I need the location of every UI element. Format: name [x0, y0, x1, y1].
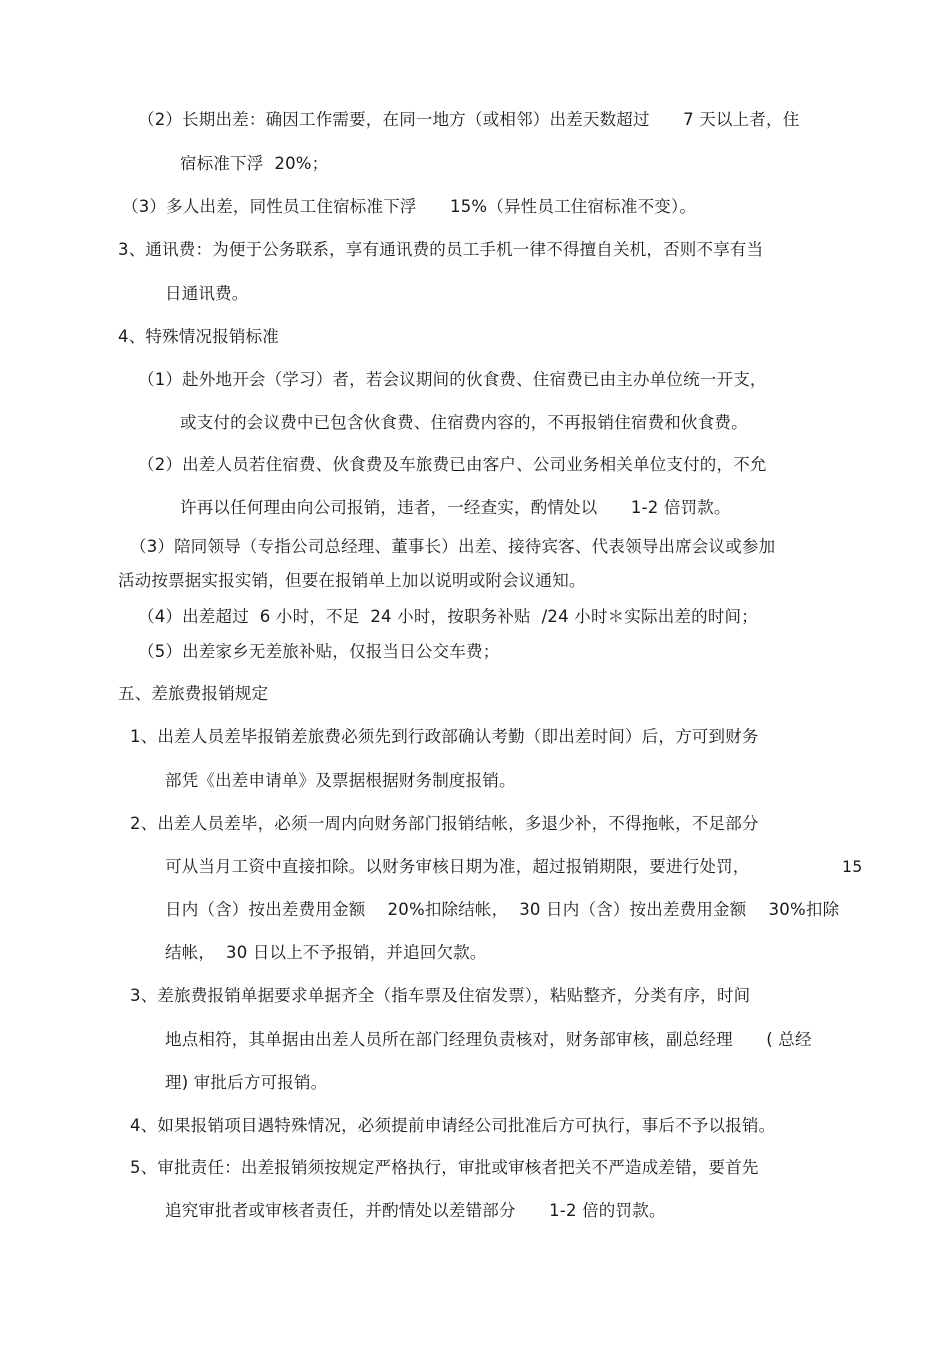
text-line: （3）多人出差，同性员工住宿标准下浮 15%（异性员工住宿标准不变）。	[122, 197, 697, 216]
text-line: （4）出差超过 6 小时，不足 24 小时，按职务补贴 /24 小时＊实际出差的时间；	[138, 607, 758, 626]
text-line: （2）长期出差：确因工作需要，在同一地方（或相邻）出差天数超过 7 天以上者，住	[138, 110, 800, 129]
text-line: 可从当月工资中直接扣除。以财务审核日期为准，超过报销期限，要进行处罚，	[165, 857, 750, 876]
text-line: 许再以任何理由向公司报销，违者，一经查实，酌情处以 1-2 倍罚款。	[180, 498, 731, 517]
text-line: （3）陪同领导（专指公司总经理、董事长）出差、接待宾客、代表领导出席会议或参加	[130, 537, 776, 556]
text-line: 追究审批者或审核者责任，并酌情处以差错部分 1-2 倍的罚款。	[165, 1201, 666, 1220]
text-line: 2、出差人员差毕，必须一周内向财务部门报销结帐，多退少补，不得拖帐，不足部分	[130, 814, 759, 833]
text-line: （2）出差人员若住宿费、伙食费及车旅费已由客户、公司业务相关单位支付的，不允	[138, 455, 767, 474]
text-line: 宿标准下浮 20%；	[180, 154, 329, 173]
text-line: 结帐， 30 日以上不予报销，并追回欠款。	[165, 943, 487, 962]
section-heading: 五、差旅费报销规定	[118, 684, 269, 703]
text-line: 或支付的会议费中已包含伙食费、住宿费内容的，不再报销住宿费和伙食费。	[180, 413, 748, 432]
text-line: 5、审批责任：出差报销须按规定严格执行，审批或审核者把关不严造成差错，要首先	[130, 1158, 759, 1177]
text-line: 日内（含）按出差费用金额 20%扣除结帐， 30 日内（含）按出差费用金额 30%扣除	[165, 900, 840, 919]
text-line: 3、通讯费：为便于公务联系，享有通讯费的员工手机一律不得擅自关机，否则不享有当	[118, 240, 764, 259]
text-line: 4、如果报销项目遇特殊情况，必须提前申请经公司批准后方可执行，事后不予以报销。	[130, 1116, 776, 1135]
text-line: 日通讯费。	[165, 284, 249, 303]
text-line: 部凭《出差申请单》及票据根据财务制度报销。	[165, 771, 516, 790]
text-line: 1、出差人员差毕报销差旅费必须先到行政部确认考勤（即出差时间）后，方可到财务	[130, 727, 759, 746]
section-heading: 4、特殊情况报销标准	[118, 327, 279, 346]
text-line: 活动按票据实报实销，但要在报销单上加以说明或附会议通知。	[118, 571, 586, 590]
text-line: （1）赴外地开会（学习）者，若会议期间的伙食费、住宿费已由主办单位统一开支，	[138, 370, 767, 389]
text-line: 15	[842, 857, 863, 876]
text-line: 3、差旅费报销单据要求单据齐全（指车票及住宿发票），粘贴整齐，分类有序，时间	[130, 986, 751, 1005]
text-line: 地点相符，其单据由出差人员所在部门经理负责核对，财务部审核，副总经理 ( 总经	[165, 1030, 812, 1049]
text-line: （5）出差家乡无差旅补贴，仅报当日公交车费；	[138, 642, 500, 661]
text-line: 理) 审批后方可报销。	[165, 1073, 328, 1092]
